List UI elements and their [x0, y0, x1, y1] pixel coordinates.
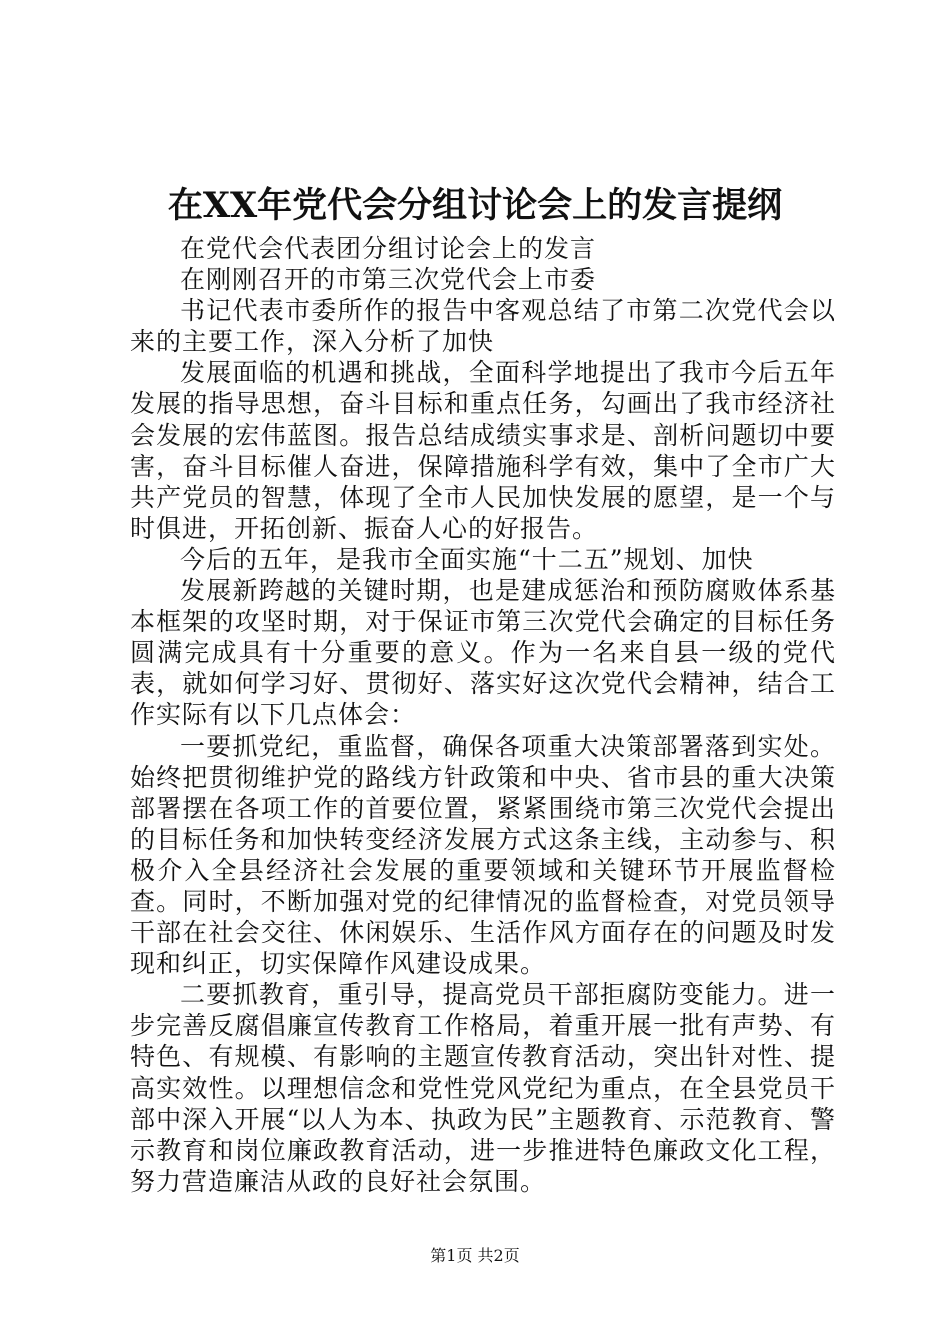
paragraph: 二要抓教育，重引导，提高党员干部拒腐防变能力。进一步完善反腐倡廉宣传教育工作格局，着重开展一批有声势、有特色、有规模、有影响的主题宣传教育活动，突出针对性、提高实效性。以理想信念和党性党风党纪为重点，在全县党员干部中深入开展“以人为本、执政为民”主题教育、示范教育、警示教育和岗位廉政教育活动，进一步推进特色廉政文化工程，努力营造廉洁从政的良好社会氛围。 [130, 980, 836, 1196]
paragraph: 发展新跨越的关键时期，也是建成惩治和预防腐败体系基本框架的攻坚时期，对于保证市第三次党代会确定的目标任务圆满完成具有十分重要的意义。作为一名来自县一级的党代表，就如何学习好、贯彻好、落实好这次党代会精神，结合工作实际有以下几点体会： [130, 576, 836, 730]
paragraph: 发展面临的机遇和挑战，全面科学地提出了我市今后五年发展的指导思想，奋斗目标和重点任务，勾画出了我市经济社会发展的宏伟蓝图。报告总结成绩实事求是、剖析问题切中要害，奋斗目标催人奋进，保障措施科学有效，集中了全市广大共产党员的智慧，体现了全市人民加快发展的愿望，是一个与时俱进，开拓创新、振奋人心的好报告。 [130, 358, 836, 543]
document-title: 在XX年党代会分组讨论会上的发言提纲 [167, 185, 783, 226]
paragraph: 在党代会代表团分组讨论会上的发言 [180, 234, 597, 263]
page-number-footer: 第1页 共2页 [430, 1246, 520, 1265]
paragraph: 在刚刚召开的市第三次党代会上市委 [180, 265, 597, 295]
paragraph: 一要抓党纪，重监督，确保各项重大决策部署落到实处。始终把贯彻维护党的路线方针政策和中央、省市县的重大决策部署摆在各项工作的首要位置，紧紧围绕市第三次党代会提出的目标任务和加快转变经济发展方式这条主线，主动参与、积极介入全县经济社会发展的重要领域和关键环节开展监督检查。同时，不断加强对党的纪律情况的监督检查，对党员领导干部在社会交往、休闲娱乐、生活作风方面存在的问题及时发现和纠正，切实保障作风建设成果。 [130, 731, 836, 979]
document-body [130, 233, 836, 1197]
paragraph: 书记代表市委所作的报告中客观总结了市第二次党代会以来的主要工作，深入分析了加快 [130, 296, 836, 357]
paragraph: 今后的五年，是我市全面实施“十二五”规划、加快 [180, 544, 754, 574]
